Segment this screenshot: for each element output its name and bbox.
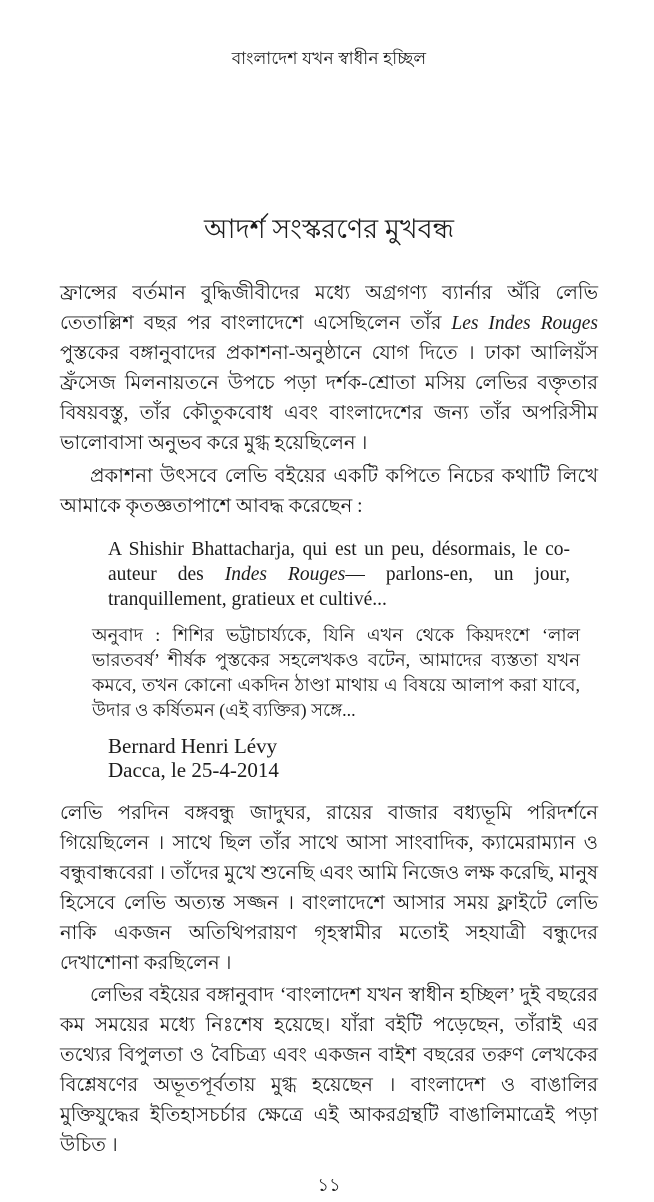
signature-place-date: Dacca, le 25-4-2014 [108, 758, 279, 782]
quote-text-after: — parlons-en, un jour, tranquillement, gratieux et cultivé... [108, 564, 570, 610]
paragraph-intro [60, 279, 598, 459]
paragraph-inscription-lead: প্রকাশনা উৎসবে লেভি বইয়ের একটি কপিতে নিচের কথাটি লিখে আমাকে কৃতজ্ঞতাপাশে আবদ্ধ করেছেন : [60, 466, 598, 517]
bengali-translation: অনুবাদ : শিশির ভট্টাচার্য্যকে, যিনি এখন থেকে কিয়দংশে ‘লাল ভারতবর্ষ’ শীর্ষক পুস্তকের সহলেখকও বটেন, আমাদের ব্যস্ততা যখন কমবে, তখন কোনো একদিন ঠাণ্ডা মাথায় এ বিষয়ে আলাপ করা যাবে, উদার ও কর্ষিতমন (এই ব্যক্তির) সঙ্গে... [92, 625, 580, 720]
running-header: বাংলাদেশ যখন স্বাধীন হচ্ছিল [231, 49, 427, 68]
signature-name: Bernard Henri Lévy [108, 734, 278, 758]
book-title-french-italic: Les Indes Rouges [451, 313, 599, 334]
page-number: ১১ [317, 1175, 341, 1195]
paragraph-museum-visit: লেভি পরদিন বঙ্গবন্ধু জাদুঘর, রায়ের বাজার বধ্যভূমি পরিদর্শনে গিয়েছিলেন । সাথে ছিল তাঁর সাথে আসা সাংবাদিক, ক্যামেরাম্যান ও বন্ধুবান্ধবেরা । তাঁদের মুখে শুনেছি এবং আমি নিজেও লক্ষ করেছি, মানুষ হিসেবে লেভি অত্যন্ত সজ্জন । বাংলাদেশে আসার সময় ফ্লাইটে লেভি নাকি একজন অতিথিপরায়ণ গৃহস্বামীর মতোই সহযাত্রী বন্ধুদের দেখাশোনা করছিলেন । [60, 803, 598, 974]
signature-block [108, 734, 598, 782]
chapter-title: আদর্শ সংস্করণের মুখবন্ধ [203, 214, 455, 244]
paragraph-intro-text-after: পুস্তকের বঙ্গানুবাদের প্রকাশনা-অনুষ্ঠানে যোগ দিতে । ঢাকা আলিয়ঁস ফ্রঁসেজ মিলনায়তনে উপচে পড়া দর্শক-শ্রোতা মসিয় লেভির বক্তৃতার বিষয়বস্তু, তাঁর কৌতুকবোধ এবং বাংলাদেশের জন্য তাঁর অপরিসীম ভালোবাসা অনুভব করে মুগ্ধ হয়েছিলেন । [60, 343, 598, 454]
paragraph-intro-text-before: ফ্রান্সের বর্তমান বুদ্ধিজীবীদের মধ্যে অগ্রগণ্য ব্যার্নার অঁরি লেভি তেতাল্লিশ বছর পর বাংলাদেশে এসেছিলেন তাঁর [60, 283, 598, 334]
quote-book-title-italic: Indes Rouges [224, 564, 346, 585]
french-inscription-quote [108, 537, 570, 612]
paragraph-book-reception: লেভির বইয়ের বঙ্গানুবাদ ‘বাংলাদেশ যখন স্বাধীন হচ্ছিল’ দুই বছরের কম সময়ের মধ্যে নিঃশেষ হয়েছে। যাঁরা বইটি পড়েছেন, তাঁরাই এর তথ্যের বিপুলতা ও বৈচিত্র্য এবং একজন বাইশ বছরের তরুণ লেখকের বিশ্লেষণের অভূতপূর্বতায় মুগ্ধ হয়েছেন । বাংলাদেশ ও বাঙালির মুক্তিযুদ্ধের ইতিহাসচর্চার ক্ষেত্রে এই আকরগ্রন্থটি বাঙালিমাত্রেই পড়া উচিত । [60, 985, 598, 1156]
quote-text-before: A Shishir Bhattacharja, qui est un peu, désormais, le co-auteur des [108, 539, 570, 585]
